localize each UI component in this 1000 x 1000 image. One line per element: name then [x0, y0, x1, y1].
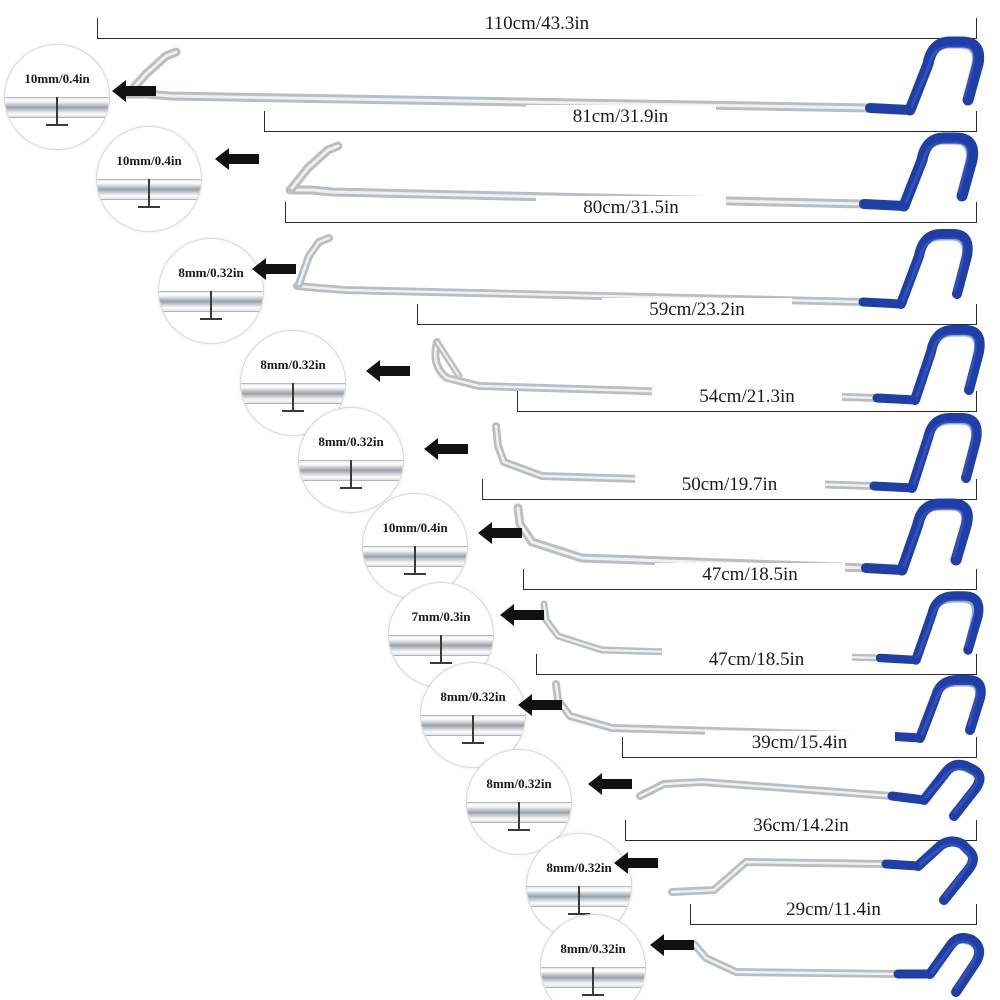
magnifier-80: [158, 238, 264, 344]
tick-right: [976, 479, 977, 500]
caliper-vertical: [350, 460, 352, 488]
diameter-label-36: 8mm/0.32in: [546, 860, 612, 875]
tick-left: [482, 479, 483, 500]
tick-right: [976, 737, 977, 758]
dimension-label: 39cm/15.4in: [705, 731, 895, 755]
rod-80: [285, 222, 980, 306]
dimension-29: [690, 898, 977, 932]
diameter-label-110: 10mm/0.4in: [24, 71, 90, 86]
pointer-arrow-47a: [500, 604, 544, 626]
tick-right: [976, 391, 977, 412]
tick-right: [976, 202, 977, 223]
caliper-horizontal: [340, 487, 362, 489]
tick-left: [285, 202, 286, 223]
caliper-horizontal: [462, 742, 484, 744]
pointer-arrow-39: [588, 773, 632, 795]
caliper-horizontal: [508, 829, 530, 831]
tick-left: [523, 569, 524, 590]
tick-left: [97, 18, 98, 39]
caliper-vertical: [518, 802, 520, 830]
caliper-horizontal: [282, 410, 304, 412]
caliper-vertical: [56, 97, 58, 125]
rod-110: [110, 34, 990, 109]
tick-left: [690, 904, 691, 925]
caliper-horizontal: [582, 994, 604, 996]
tick-right: [976, 654, 977, 675]
dimension-line: [622, 757, 977, 758]
pointer-arrow-36: [614, 852, 658, 874]
pointer-arrow-47b: [518, 694, 562, 716]
pointer-arrow-59: [366, 360, 410, 382]
tick-left: [622, 737, 623, 758]
dimension-label: 110cm/43.3in: [442, 12, 632, 36]
tick-left: [417, 304, 418, 325]
caliper-horizontal: [138, 206, 160, 208]
magnifier-54: [298, 407, 404, 513]
dimension-label: 50cm/19.7in: [635, 473, 825, 497]
tick-left: [517, 391, 518, 412]
rod-29: [684, 928, 984, 998]
caliper-vertical: [292, 383, 294, 411]
caliper-horizontal: [46, 124, 68, 126]
caliper-vertical: [148, 179, 150, 207]
dimension-label: 47cm/18.5in: [655, 563, 845, 587]
tick-left: [536, 654, 537, 675]
diameter-label-81: 10mm/0.4in: [116, 153, 182, 168]
magnifier-110: [4, 44, 110, 150]
caliper-horizontal: [430, 662, 452, 664]
diameter-label-59: 8mm/0.32in: [260, 357, 326, 372]
dimension-label: 29cm/11.4in: [739, 898, 929, 922]
pointer-arrow-81: [215, 148, 259, 170]
diameter-label-50: 10mm/0.4in: [382, 520, 448, 535]
dimension-label: 47cm/18.5in: [662, 648, 852, 672]
diameter-label-47a: 7mm/0.3in: [411, 609, 471, 624]
pointer-arrow-80: [252, 258, 296, 280]
tick-left: [264, 111, 265, 132]
tick-left: [625, 820, 626, 841]
dimension-label: 81cm/31.9in: [526, 105, 716, 129]
caliper-horizontal: [404, 573, 426, 575]
diameter-label-80: 8mm/0.32in: [178, 265, 244, 280]
caliper-vertical: [440, 635, 442, 663]
caliper-vertical: [210, 291, 212, 319]
diameter-label-54: 8mm/0.32in: [318, 434, 384, 449]
pointer-arrow-50: [478, 522, 522, 544]
caliper-vertical: [592, 967, 594, 995]
dimension-label: 36cm/14.2in: [706, 814, 896, 838]
pointer-arrow-29: [650, 934, 694, 956]
dimension-line: [690, 924, 977, 925]
caliper-vertical: [578, 886, 580, 914]
caliper-vertical: [414, 546, 416, 574]
dimension-label: 54cm/21.3in: [652, 385, 842, 409]
dimension-line: [536, 674, 977, 675]
rod-81: [272, 128, 984, 206]
tick-right: [976, 569, 977, 590]
pointer-arrow-54: [424, 438, 468, 460]
dimension-label: 59cm/23.2in: [602, 298, 792, 322]
diameter-label-47b: 8mm/0.32in: [440, 689, 506, 704]
pointer-arrow-110: [112, 80, 156, 102]
dimension-label: 80cm/31.5in: [536, 196, 726, 220]
caliper-horizontal: [200, 318, 222, 320]
tick-right: [976, 904, 977, 925]
caliper-vertical: [472, 715, 474, 743]
magnifier-81: [96, 126, 202, 232]
diameter-label-29: 8mm/0.32in: [560, 941, 626, 956]
diameter-label-39: 8mm/0.32in: [486, 776, 552, 791]
